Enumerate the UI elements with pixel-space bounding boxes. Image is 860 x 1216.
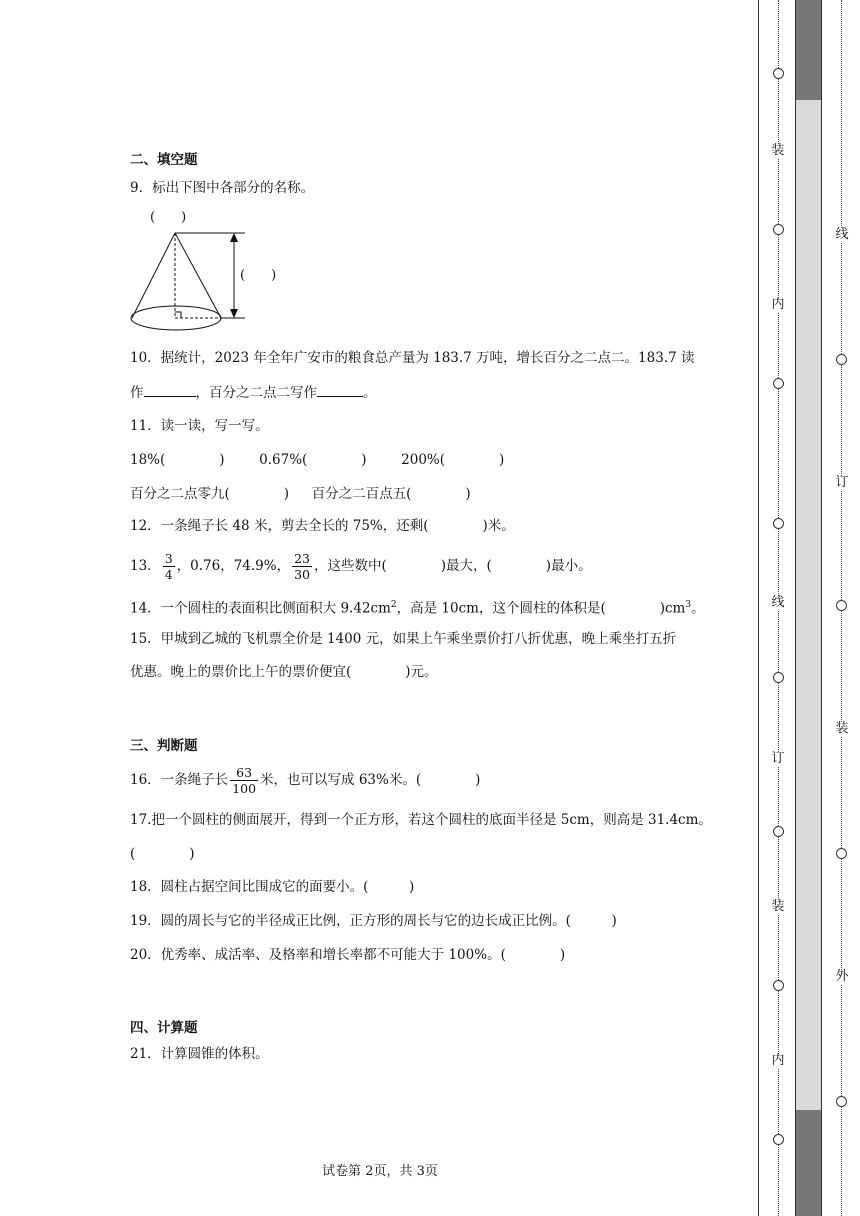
- binding-label-outer: 订: [835, 475, 849, 490]
- binding-label-inner: 线: [771, 595, 785, 610]
- q14-text-a: 14．一个圆柱的表面积比侧面积大 9.42cm: [130, 600, 391, 617]
- circle-marker: [773, 980, 784, 991]
- bar-border-left: [795, 0, 796, 1216]
- question-11-row2: [130, 484, 471, 504]
- gray-bar-middle: [795, 100, 821, 1110]
- question-17-line2: ( ): [130, 846, 195, 862]
- question-13: [130, 548, 592, 584]
- q10-text-b: ，百分之二点二写作: [195, 385, 317, 401]
- gray-bar-bottom: [795, 1110, 821, 1216]
- q10-blank-1: [144, 382, 196, 397]
- question-20: 20．优秀率、成活率、及格率和增长率都不可能大于 100%。( ): [130, 947, 566, 963]
- q11-item-a: 18%( ): [130, 452, 225, 468]
- q11-item-b: 0.67%( ): [259, 452, 367, 468]
- circle-marker: [836, 600, 847, 611]
- q10-blank-2: [317, 382, 363, 397]
- cone-label-apex: ( ): [150, 210, 187, 225]
- q13-fraction-2: $\frac{23}{30}$: [294, 551, 310, 582]
- q13-number: 13．: [130, 558, 161, 574]
- circle-marker: [773, 826, 784, 837]
- q10-text-c: 。: [363, 385, 377, 401]
- cone-label-height: ( ): [240, 268, 277, 283]
- binding-label-inner: 装: [771, 143, 785, 158]
- circle-marker: [773, 68, 784, 79]
- q14-sup-1: 2: [390, 600, 397, 610]
- q13-fraction-1: $\frac{3}{4}$: [164, 551, 173, 582]
- circle-marker: [773, 1134, 784, 1145]
- q14-text-c: 。: [691, 600, 705, 617]
- binding-label-inner: 内: [771, 1053, 785, 1068]
- question-21: 21．计算圆锥的体积。: [130, 1046, 269, 1062]
- question-15-line2: 优惠。晚上的票价比上午的票价便宜( )元。: [130, 664, 438, 680]
- gray-bar-top: [795, 0, 821, 100]
- question-11-row1: [130, 450, 504, 470]
- section-fill-title: 二、填空题: [130, 152, 198, 168]
- question-16: [130, 760, 480, 800]
- binding-label-inner: 内: [771, 297, 785, 312]
- q10-text-a: 作: [130, 385, 144, 401]
- question-17-line1: 17.把一个圆柱的侧面展开，得到一个正方形，若这个圆柱的底面半径是 5cm，则高是 31.4cm。: [130, 812, 712, 828]
- q11-item-e: 百分之二百点五( ): [311, 486, 471, 502]
- question-10-line1: 10．据统计，2023 年全年广安市的粮食总产量为 183.7 万吨，增长百分之二点二。183.7 读: [130, 350, 695, 366]
- question-9: 9．标出下图中各部分的名称。: [130, 180, 315, 196]
- circle-marker: [836, 354, 847, 365]
- q11-item-c: 200%( ): [401, 452, 505, 468]
- binding-label-outer: 线: [835, 227, 849, 242]
- q16-fraction: $\frac{63}{100}$: [232, 765, 257, 796]
- circle-marker: [773, 224, 784, 235]
- page-footer: 试卷第 2页，共 3页: [322, 1164, 438, 1179]
- question-15-line1: 15．甲城到乙城的飞机票全价是 1400 元，如果上午乘坐票价打八折优惠，晚上乘坐打五折: [130, 631, 677, 647]
- section-judge-title: 三、判断题: [130, 738, 198, 754]
- circle-marker: [773, 378, 784, 389]
- q14-sup-2: 3: [685, 600, 692, 610]
- question-12: 12．一条绳子长 48 米，剪去全长的 75%，还剩( )米。: [130, 518, 515, 534]
- q13-tail: ，这些数中( )最大，( )最小。: [314, 558, 592, 574]
- q13-middle: ，0.76，74.9%，: [176, 558, 291, 574]
- binding-label-outer: 外: [835, 969, 849, 984]
- q16-text-b: 米，也可以写成 63%米。( ): [260, 772, 481, 788]
- binding-label-inner: 订: [771, 751, 785, 766]
- section-calc-title: 四、计算题: [130, 1020, 198, 1036]
- binding-border: [758, 0, 759, 1216]
- question-19: 19．圆的周长与它的半径成正比例，正方形的周长与它的边长成正比例。( ): [130, 913, 617, 929]
- binding-label-outer: 装: [835, 721, 849, 736]
- circle-marker: [773, 518, 784, 529]
- question-10-line2: [130, 382, 377, 403]
- q16-text-a: 16．一条绳子长: [130, 772, 229, 788]
- q14-text-b: ，高是 10cm，这个圆柱的体积是( )cm: [396, 600, 686, 617]
- question-11-title: 11．读一读，写一写。: [130, 418, 269, 434]
- circle-marker: [773, 672, 784, 683]
- cone-diagram: [130, 200, 310, 340]
- bar-border-right: [821, 0, 822, 1216]
- question-18: 18．圆柱占据空间比围成它的面要小。( ): [130, 879, 415, 895]
- circle-marker: [836, 1096, 847, 1107]
- binding-label-inner: 装: [771, 899, 785, 914]
- question-14: [130, 595, 705, 619]
- q11-item-d: 百分之二点零九( ): [130, 486, 290, 502]
- circle-marker: [836, 848, 847, 859]
- cone-figure: [130, 200, 310, 340]
